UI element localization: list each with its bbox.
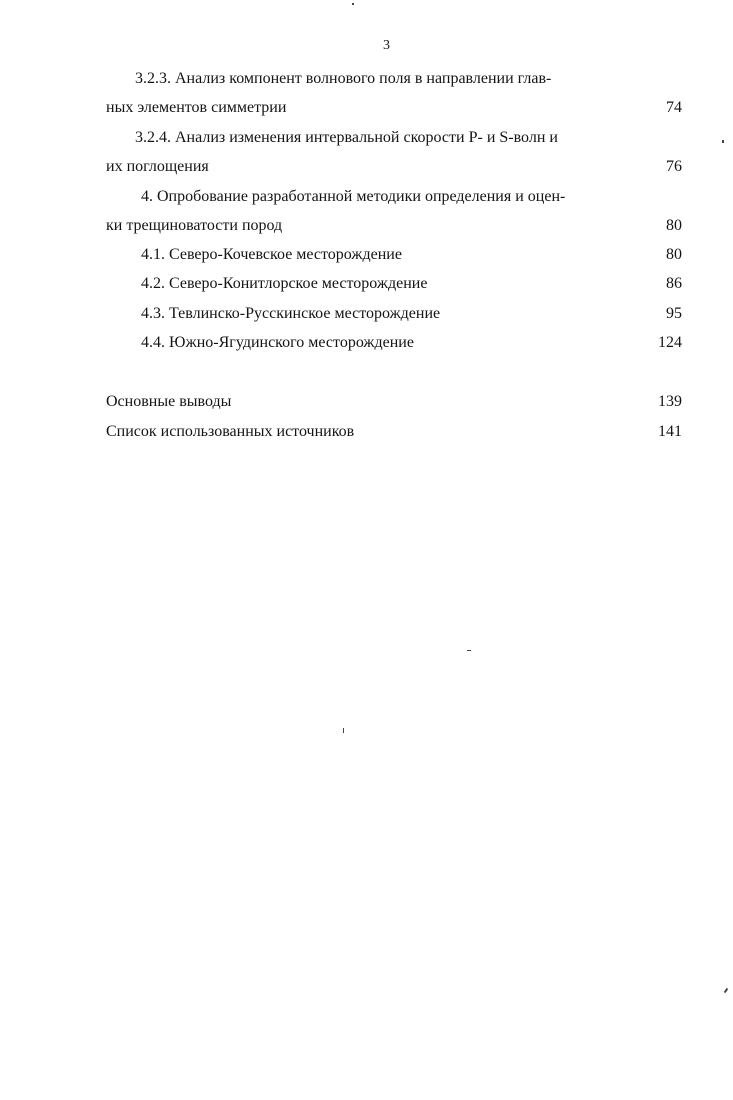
toc-entry-3-2-3-line-2: ных элементов симметрии [106,99,287,116]
toc-entry-4-1-page: 80 [666,246,682,263]
scan-speck [343,728,344,733]
toc-entry-4-2-title: 4.2. Северо-Конитлорское месторождение [141,275,428,292]
toc-entry-4-line-1: 4. Опробование разработанной методики определения и оцен- [141,188,566,205]
toc-entry-4-page: 80 [666,217,682,234]
toc-entry-3-2-4-line-1: 3.2.4. Анализ изменения интервальной скорости P- и S-волн и [135,129,558,146]
toc-entry-4-4-title: 4.4. Южно-Ягудинского месторождение [141,334,414,351]
scan-speck [352,3,354,5]
toc-entry-3-2-4-page: 76 [666,158,682,175]
scan-speck [724,988,729,993]
toc-entry-3-2-3-page: 74 [666,99,682,116]
toc-entry-3-2-3-line-1: 3.2.3. Анализ компонент волнового поля в направлении глав- [135,70,552,87]
toc-entry-references-title: Список использованных источников [106,423,355,440]
scan-speck [722,140,724,143]
toc-entry-conclusions-title: Основные выводы [106,393,232,410]
toc-entry-4-3-page: 95 [666,305,682,322]
toc-entry-4-line-2: ки трещиноватости пород [106,217,283,234]
page-number: 3 [383,38,390,53]
scan-speck [467,650,471,651]
toc-entry-4-1-title: 4.1. Северо-Кочевское месторождение [141,246,402,263]
toc-entry-conclusions-page: 139 [658,393,682,410]
toc-entry-4-2-page: 86 [666,275,682,292]
toc-entry-3-2-4-line-2: их поглощения [106,158,209,175]
toc-entry-4-4-page: 124 [658,334,682,351]
toc-entry-4-3-title: 4.3. Тевлинско-Русскинское месторождение [141,305,441,322]
toc-entry-references-page: 141 [658,423,682,440]
